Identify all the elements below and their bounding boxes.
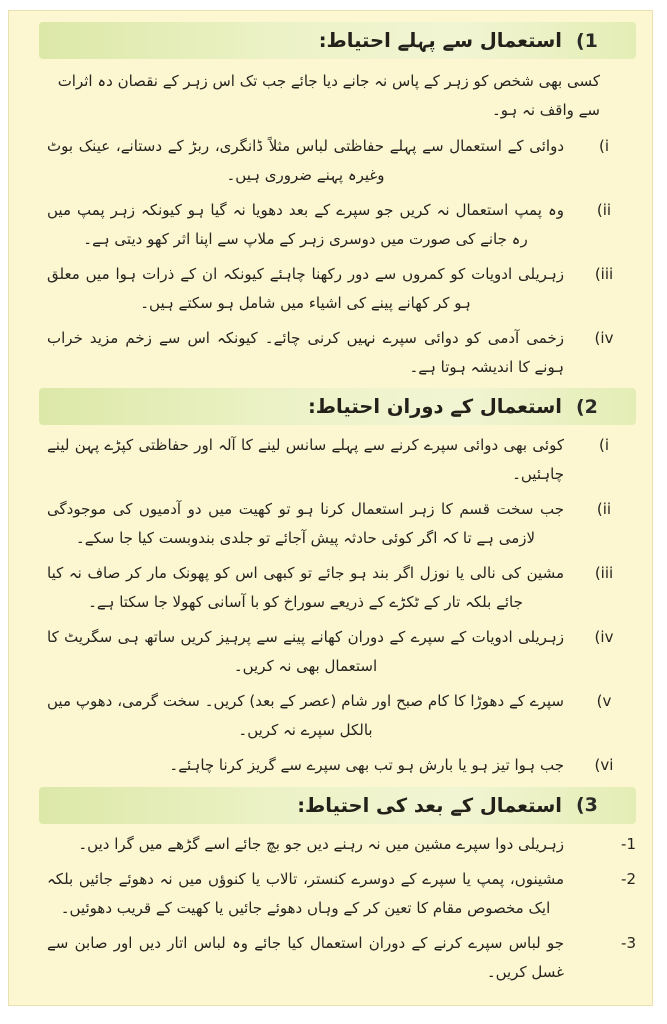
item-text: مشینوں، پمپ یا سپرے کے دوسرے کنستر، تالاب یا کنوؤں میں نہ دھوئے جائیں بلکہ ایک مخصوص مقام کا تعین کر کے وہاں دھوئے جائیں یا کھیت کے قریب دھوئیں۔ [47,870,564,917]
list-item [23,132,644,189]
item-marker: (iv [594,628,614,646]
section-2-number: (2 [576,395,598,418]
list-item [23,559,644,616]
item-marker: -3 [621,934,636,952]
list-item [23,865,644,922]
list-item [23,687,644,744]
document-sheet [8,10,653,1006]
item-text: زہریلی ادویات کے سپرے کے دوران کھانے پینے سے پرہیز کریں ساتھ ہی سگریٹ کا استعمال بھی نہ کریں۔ [47,628,564,675]
item-text: وہ پمپ استعمال نہ کریں جو سپرے کے بعد دھویا نہ گیا ہو کیونکہ زہر پمپ میں رہ جانے کی صورت میں دوسری زہر کے ملاپ سے اپنا اثر کھو دیتی ہے۔ [47,201,564,248]
list-item [23,623,644,680]
item-marker: (iii [594,564,614,582]
item-text: زہریلی ادویات کو کمروں سے دور رکھنا چاہئے کیونکہ ان کے ذرات ہوا میں معلق ہو کر کھانے پینے کی اشیاء میں شامل ہو سکتے ہیں۔ [47,265,564,312]
section-2-header-bar [39,388,636,425]
item-marker: -1 [621,834,636,853]
list-item [23,196,644,253]
section-1-header-bar [39,22,636,59]
section-2-title: استعمال کے دوران احتیاط: [308,395,562,418]
section-1-title: استعمال سے پہلے احتیاط: [318,29,562,52]
item-marker: (i [598,436,610,454]
section-1-intro-paragraph: کسی بھی شخص کو زہر کے پاس نہ جانے دیا جائے جب تک اس زہر کے نقصان دہ اثرات سے واقف نہ ہو۔ [57,72,600,119]
item-marker: (i [598,137,610,155]
section-after-use [23,787,644,987]
item-text: دوائی کے استعمال سے پہلے حفاظتی لباس مثلاً ڈانگری، ربڑ کے دستانے، عینک بوٹ وغیرہ پہنے ضروری ہیں۔ [47,137,564,184]
section-during-use [23,388,644,780]
list-item [23,431,644,488]
item-text: جو لباس سپرے کرنے کے دوران استعمال کیا جائے وہ لباس اتار دیں اور صابن سے غسل کریں۔ [47,934,564,981]
list-item [23,751,644,780]
item-text: کوئی بھی دوائی سپرے کرنے سے پہلے سانس لینے کا آلہ اور حفاظتی کپڑے پہن لینے چاہئیں۔ [47,436,564,483]
section-before-use [23,22,644,381]
section-3-number: (3 [576,794,598,816]
item-text: سپرے کے دھوڑا کا کام صبح اور شام (عصر کے بعد) کریں۔ سخت گرمی، دھوپ میں بالکل سپرے نہ کریں۔ [47,692,564,739]
item-marker: (iii [594,265,614,283]
item-marker: (ii [596,500,612,518]
item-marker: -2 [621,870,636,888]
section-3-header-bar [39,787,636,824]
item-text: جب ہوا تیز ہو یا بارش ہو تب بھی سپرے سے گریز کرنا چاہئے۔ [169,756,564,774]
list-item [23,495,644,552]
section-3-title: استعمال کے بعد کی احتیاط: [297,793,562,817]
list-item [23,324,644,381]
item-marker: (iv [594,329,614,347]
item-text: جب سخت قسم کا زہر استعمال کرنا ہو تو کھیت میں دو آدمیوں کی موجودگی لازمی ہے تا کہ اگر کوئی حادثہ پیش آجائے تو جلدی بندوبست کیا جا سکے۔ [47,500,564,547]
item-marker: (v [596,692,612,710]
item-text: مشین کی نالی یا نوزل اگر بند ہو جائے تو کبھی اس کو پھونک مار کر صاف نہ کیا جائے بلکہ تار کے ٹکڑے کے ذریعے سوراخ کو با آسانی کھولا جا سکتا ہے۔ [47,564,564,611]
list-item [23,929,644,986]
item-text: زخمی آدمی کو دوائی سپرے نہیں کرنی چائے۔ کیونکہ اس سے زخم مزید خراب ہونے کا اندیشہ ہوتا ہے۔ [47,329,564,376]
list-item [23,830,644,859]
item-text: زہریلی دوا سپرے مشین میں نہ رہنے دیں جو بچ جائے اسے گڑھے میں گرا دیں۔ [78,834,564,853]
item-marker: (ii [596,201,612,219]
list-item [23,260,644,317]
section-1-number: (1 [576,29,598,52]
item-marker: (vi [594,756,614,774]
